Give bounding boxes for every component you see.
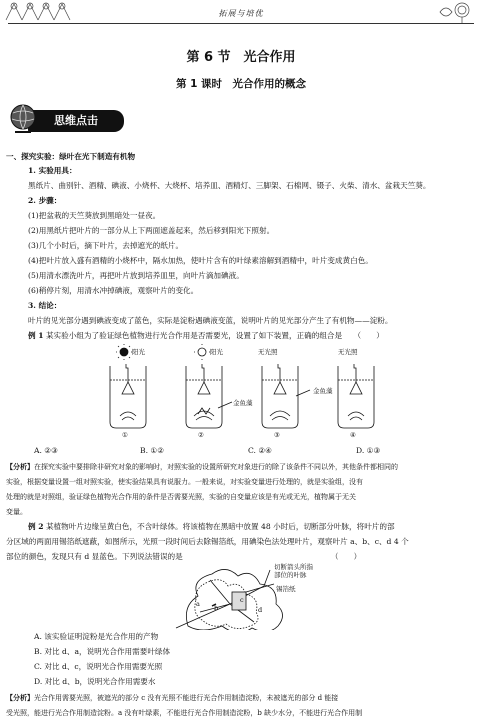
- label-plant-1: 金鱼藻: [233, 399, 253, 407]
- beaker-number-1: ①: [122, 431, 128, 439]
- sun-icon: [194, 344, 210, 360]
- example-2-text-1: 某植物叶片边缘呈黄白色，不含叶绿体。将该植物在黑暗中放置 48 小时后，切断部分叶脉，将叶片的部: [45, 522, 395, 531]
- beaker-number-3: ③: [274, 431, 280, 439]
- step-1: (1)把盆栽的天竺葵放到黑暗处一昼夜。: [28, 211, 161, 220]
- label-no-light-1: 无光照: [258, 348, 278, 356]
- beaker-1: [110, 364, 146, 428]
- globe-icon: [6, 102, 40, 136]
- example-2-label: 例 2: [28, 522, 44, 531]
- analysis-1-text-1: 在探究实验中要排除非研究对象的影响时，对照实验的设置所研究对象进行的除了该条件不同以外，其他条件都相同的: [34, 463, 398, 471]
- label-cut-veins-2: 部位的叶脉: [274, 571, 307, 579]
- analysis-1-label: 【分析】: [6, 462, 34, 471]
- step-3: (3)几个小时后，摘下叶片，去掉遮光的纸片。: [28, 241, 184, 250]
- subheading-tools: 1. 实验用具：: [28, 166, 77, 175]
- label-cut-veins: 切断箭头所指: [274, 563, 313, 571]
- example-2-option-b: B. 对比 d、a，说明光合作用需要叶绿体: [34, 647, 171, 656]
- example-2-line-2: 分区域的两面用锡箔纸遮蔽，如图所示，光照一段时间后去除锡箔纸，用碘染色法处理叶片，观察叶片 a、b、c、d 4 个: [6, 537, 409, 546]
- beaker-number-2: ②: [198, 431, 204, 439]
- example-2-option-d: D. 对比 d、b，说明光合作用需要水: [34, 677, 156, 686]
- analysis-1-line-4: 变量。: [6, 508, 27, 516]
- example-1-label: 例 1: [28, 331, 44, 340]
- sun-icon: [116, 344, 132, 360]
- analysis-2-label: 【分析】: [6, 693, 34, 702]
- example-1-option-c: C. ②④: [248, 446, 272, 455]
- example-1-option-b: B. ①②: [140, 446, 165, 455]
- analysis-2-text-1: 光合作用需要光照，被遮光的部分 c 没有光照不能进行光合作用制造淀粉，未被遮光的部分 d 能接: [34, 694, 339, 702]
- label-foil: 锡箔纸: [276, 585, 296, 593]
- beaker-3: [262, 364, 298, 428]
- tools-text: 黑纸片、曲别针、酒精、碘液、小烧杯、大烧杯、培养皿、酒精灯、三脚架、石棉网、镊子、火柴、清水、盆栽天竺葵。: [28, 181, 431, 190]
- heading-experiment: 一、探究实验：绿叶在光下制造有机物: [6, 152, 136, 161]
- analysis-1-line-2: 实验，根据变量设置一组对照实验，使实验结果具有说服力。一般来说，对实验变量进行处理的，就是实验组，没有: [6, 478, 363, 486]
- label-sunlight-2: 阳光: [210, 348, 223, 356]
- beaker-number-4: ④: [350, 431, 356, 439]
- analysis-1-line-1: [6, 462, 398, 472]
- beaker-4: [338, 364, 374, 428]
- leaf-label-a: a: [196, 600, 200, 608]
- step-4: (4)把叶片放入盛有酒精的小烧杯中，隔水加热，使叶片含有的叶绿素溶解到酒精中，叶片变成黄白色。: [28, 256, 373, 265]
- example-1-option-a: A. ②③: [34, 446, 58, 455]
- analysis-1-line-3: 处理的就是对照组，验证绿色植物光合作用的条件是否需要光照，实验的自变量应该是有光或无光，植物属于无关: [6, 493, 356, 501]
- header-rule: [8, 23, 474, 24]
- analysis-2-line-1: [6, 693, 338, 703]
- step-5: (5)用清水漂洗叶片，再把叶片放到培养皿里，向叶片滴加碘液。: [28, 271, 244, 280]
- example-1-question: [28, 331, 384, 341]
- example-2-line-3: 部位的颜色，发现只有 d 显蓝色。下列说法错误的是 （ ）: [6, 552, 362, 561]
- step-6: (6)稍停片刻，用清水冲掉碘液，观察叶片的变化。: [28, 286, 199, 295]
- banner: 思维点击: [28, 110, 124, 132]
- section-title: 第 6 节 光合作用: [186, 50, 296, 65]
- leaf-label-d: d: [258, 606, 263, 614]
- subheading-steps: 2. 步骤：: [28, 196, 62, 205]
- label-no-light-2: 无光照: [338, 348, 358, 356]
- beaker-2: [186, 364, 222, 428]
- subheading-conclusion: 3. 结论：: [28, 301, 62, 310]
- example-2-option-a: A. 该实验证明淀粉是光合作用的产物: [34, 632, 159, 641]
- example-2-line-1: [28, 522, 395, 532]
- running-title: 拓展与培优: [218, 9, 264, 18]
- label-plant-2: 金鱼藻: [313, 387, 333, 395]
- conclusion-text: 叶片的见光部分遇到碘液变成了蓝色，实际是淀粉遇碘液变蓝，说明叶片的见光部分产生了有机物——淀粉。: [28, 316, 393, 325]
- step-2: (2)用黑纸片把叶片的一部分从上下两面遮盖起来，然后移到阳光下照射。: [28, 226, 275, 235]
- lesson-title: 第 1 课时 光合作用的概念: [175, 78, 307, 90]
- example-2-option-c: C. 对比 d、c，说明光合作用需要光照: [34, 662, 163, 671]
- example-1-text: 某实验小组为了验证绿色植物进行光合作用是否需要光，设置了如下装置，正确的组合是 （ ）: [45, 331, 384, 340]
- example-1-option-d: D. ①③: [356, 446, 381, 455]
- leaf-label-b: b: [214, 604, 219, 612]
- analysis-2-line-2: 受光照，能进行光合作用制造淀粉。a 没有叶绿素，不能进行光合作用制造淀粉，b 缺少水分，不能进行光合作用制: [6, 709, 363, 717]
- label-sunlight-1: 阳光: [132, 348, 145, 356]
- beaker-figure: [100, 344, 400, 442]
- leaf-label-c: c: [240, 596, 244, 604]
